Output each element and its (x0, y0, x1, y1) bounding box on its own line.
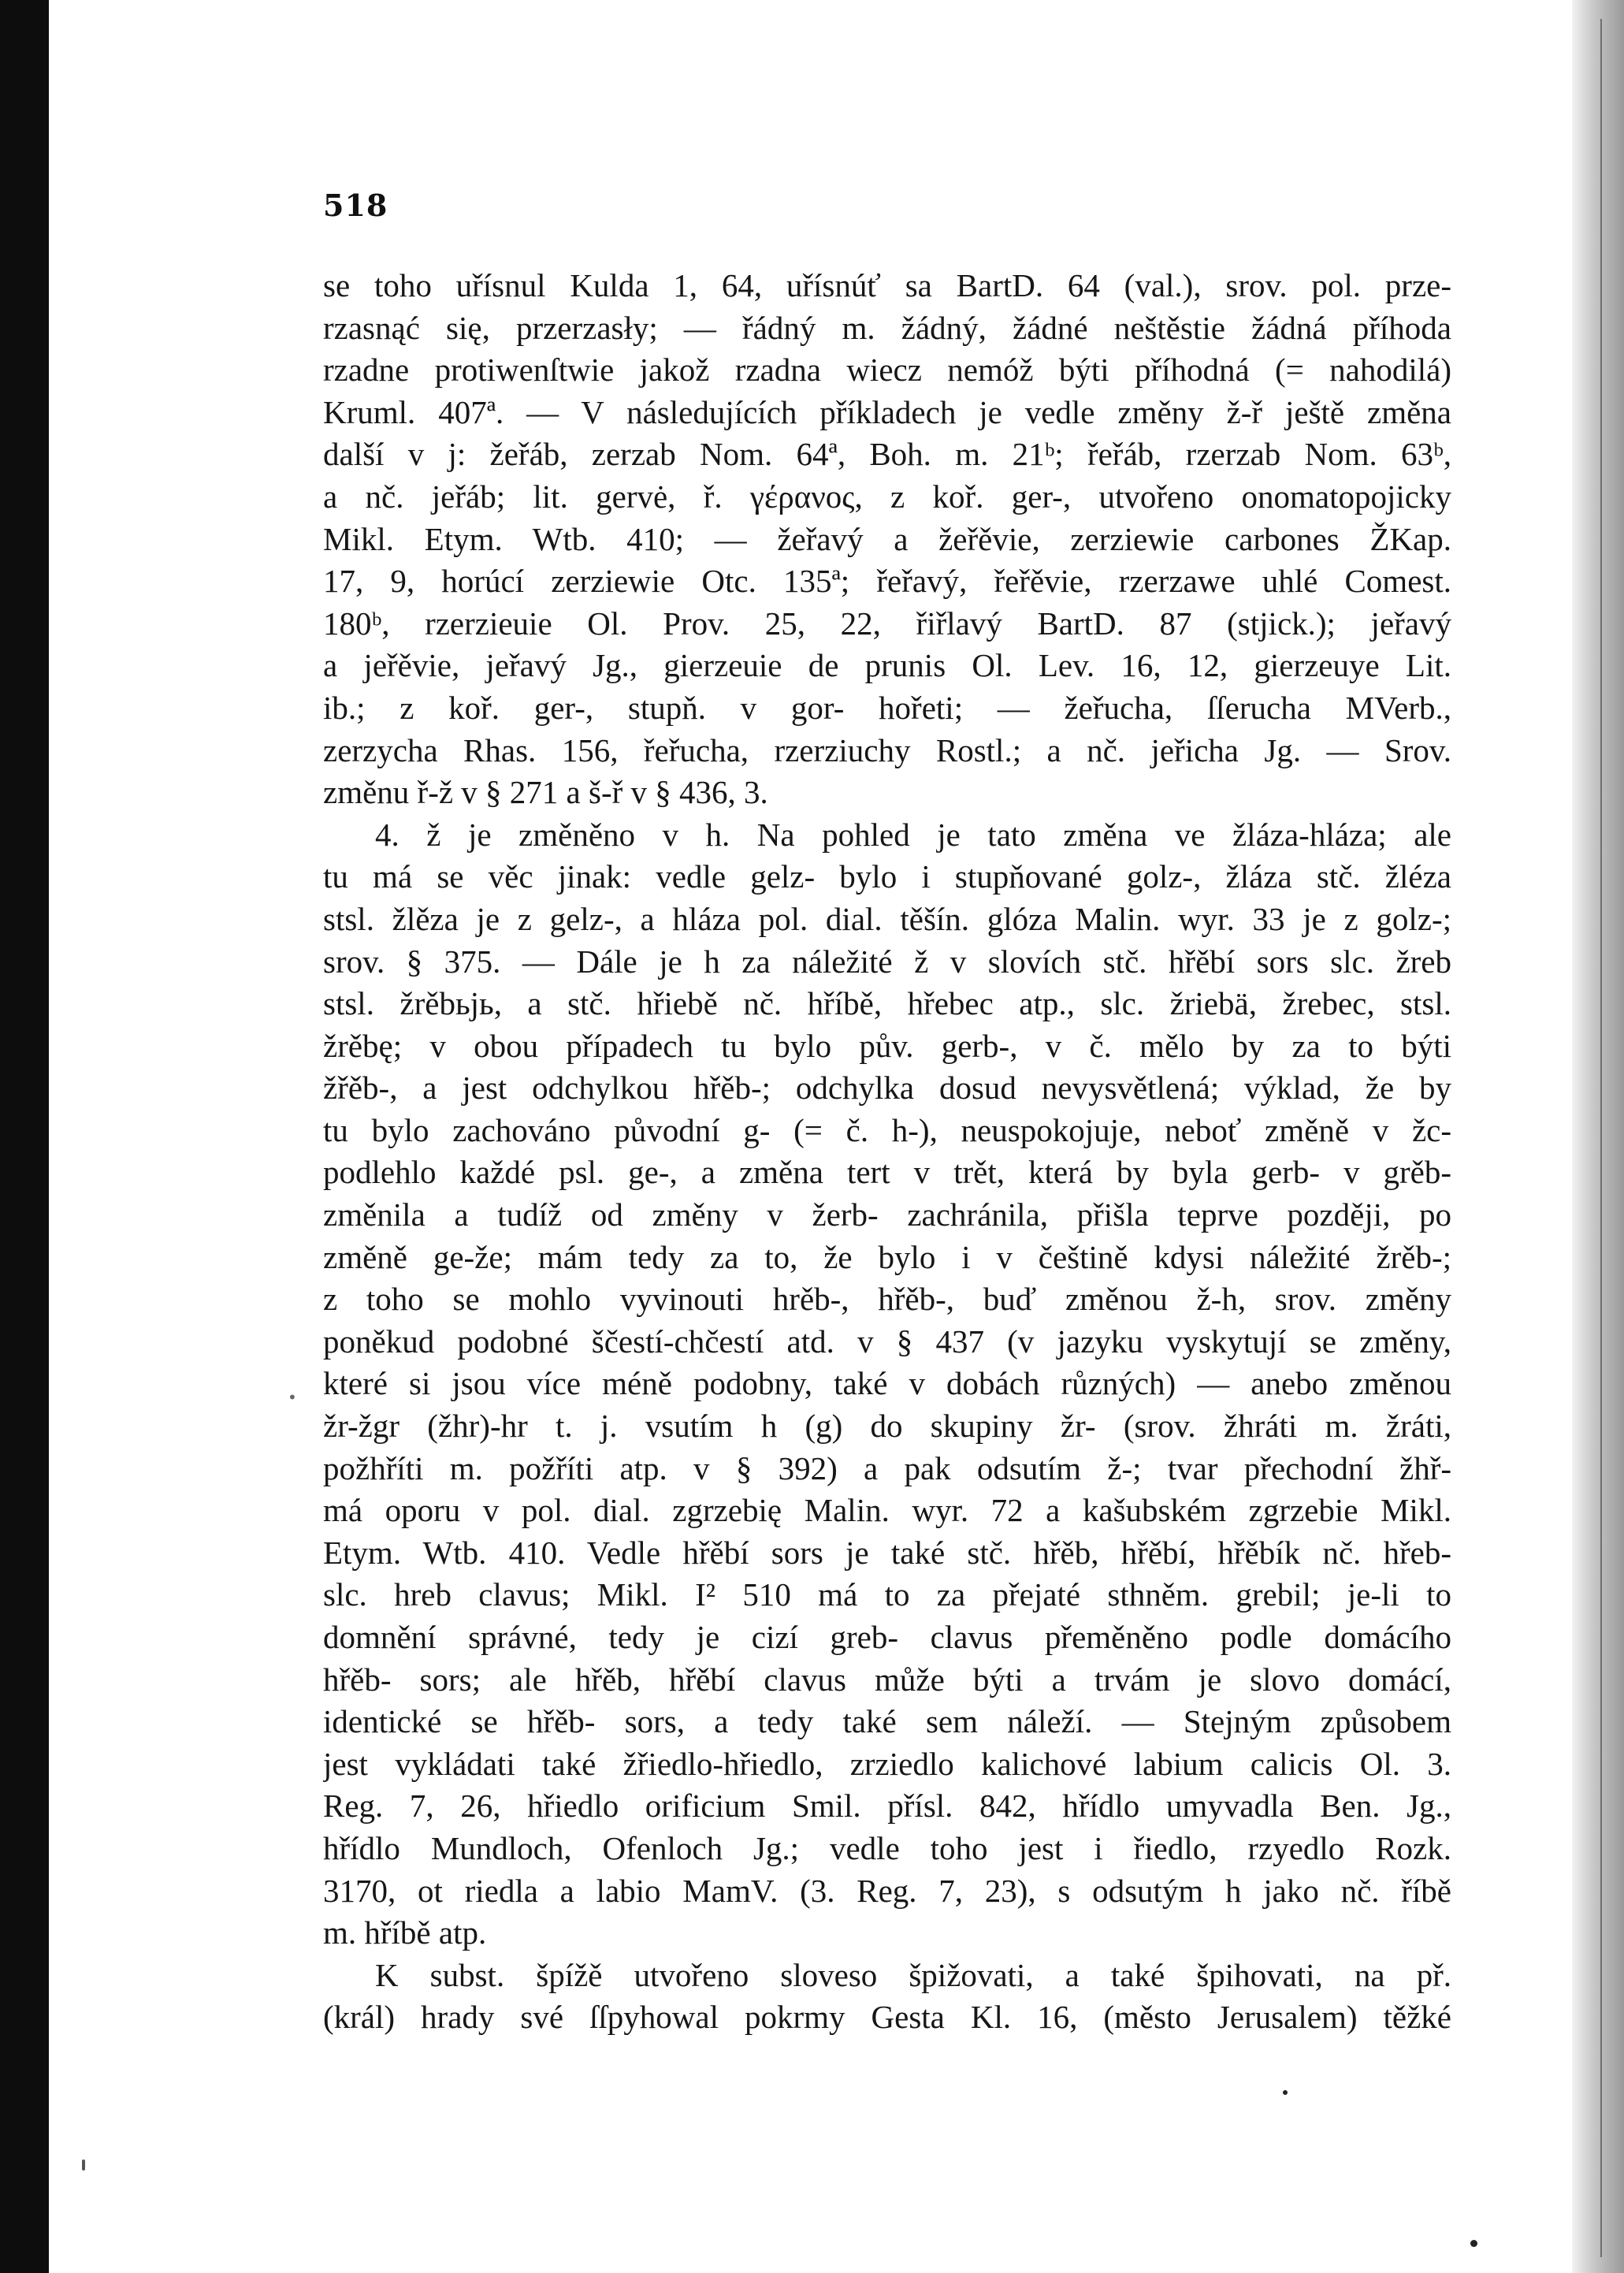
text-line: ib.; z koř. ger-, stupň. v gor- hořeti; — žeřucha, ſſerucha MVerb., (323, 689, 1451, 726)
text-line: stsl. žlěza je z gelz-, a hláza pol. dial. těšín. glóza Malin. wyr. 33 je z golz-; (323, 900, 1451, 937)
scan-right-edge (1572, 0, 1624, 2273)
text-line: K subst. špížě utvořeno sloveso špižovati, a také špihovati, na př. (375, 1956, 1451, 1993)
text-line: a jeřěvie, jeřavý Jg., gierzeuie de prunis Ol. Lev. 16, 12, gierzeuye Lit. (323, 647, 1451, 684)
text-line: se toho uřísnul Kulda 1, 64, uřísnúť sa BartD. 64 (val.), srov. pol. prze- (323, 267, 1451, 303)
text-line: další v j: žeřáb, zerzab Nom. 64ª, Boh. m. 21ᵇ; řeřáb, rzerzab Nom. 63ᵇ, (323, 436, 1451, 473)
text-line: slc. hreb clavus; Mikl. I² 510 má to za přejaté sthněm. grebil; je-li to (323, 1576, 1451, 1613)
text-line: rzadne protiwenſtwie jakož rzadna wiecz nemóž býti příhodná (= nahodilá) (323, 352, 1451, 389)
text-line: žr-žgr (žhr)-hr t. j. vsutím h (g) do skupiny žr- (srov. žhráti m. žráti, (323, 1408, 1451, 1445)
text-line: hřídlo Mundloch, Ofenloch Jg.; vedle toho jest i řiedlo, rzyedlo Rozk. (323, 1829, 1451, 1866)
text-line: žřěb-, a jest odchylkou hřěb-; odchylka dosud nevysvětlená; výklad, že by (323, 1070, 1451, 1107)
text-line: požhříti m. požříti atp. v § 392) a pak odsutím ž-; tvar přechodní žhř- (323, 1449, 1451, 1486)
text-line: domnění správné, tedy je cizí greb- clavus přeměněno podle domácího (323, 1619, 1451, 1655)
text-line: m. hříbě atp. (323, 1914, 487, 1951)
text-line: hřěb- sors; ale hřěb, hřěbí clavus může býti a trvám je slovo domácí, (323, 1661, 1451, 1698)
text-line: má oporu v pol. dial. zgrzebię Malin. wyr. 72 a kašubském zgrzebie Mikl. (323, 1492, 1451, 1529)
scan-left-edge (0, 0, 49, 2273)
text-line: 17, 9, horúcí zerziewie Otc. 135ª; řeřavý, řeřěvie, rzerzawe uhlé Comest. (323, 563, 1451, 600)
text-line: jest vykládati také žřiedlo-hřiedlo, zrziedlo kalichové labium calicis Ol. 3. (323, 1745, 1451, 1782)
text-line: změnu ř-ž v § 271 a š-ř v § 436, 3. (323, 774, 768, 811)
text-line: identické se hřěb- sors, a tedy také sem náleží. — Stejným způsobem (323, 1703, 1451, 1740)
margin-dot: • (288, 1388, 297, 1407)
text-line: 3170, ot riedla a labio MamV. (3. Reg. 7, 23), s odsutým h jako nč. říbě (323, 1872, 1451, 1909)
text-line: rzasnąć się, przerzasły; — řádný m. žádný, žádné neštěstie žádná příhoda (323, 309, 1451, 346)
text-line: z toho se mohlo vyvinouti hrěb-, hřěb-, buď změnou ž-h, srov. změny (323, 1281, 1451, 1318)
text-line: Mikl. Etym. Wtb. 410; — žeřavý a žeřěvie, zerziewie carbones ŽKap. (323, 520, 1451, 557)
text-line: Kruml. 407ª. — V následujících příkladech je vedle změny ž-ř ještě změna (323, 393, 1451, 430)
body-text (323, 265, 1451, 2039)
text-line: srov. § 375. — Dále je h za náležité ž v slovích stč. hřěbí sors slc. žreb (323, 943, 1451, 980)
text-line: 4. ž je změněno v h. Na pohled je tato změna ve žláza-hláza; ale (375, 816, 1451, 853)
scan-speck (1283, 2090, 1288, 2095)
text-line: poněkud podobné ščestí-chčestí atd. v § 437 (v jazyku vyskytují se změny, (323, 1323, 1451, 1360)
text-line: tu má se věc jinak: vedle gelz- bylo i stupňované golz-, žláza stč. žléza (323, 858, 1451, 895)
text-line: změně ge-že; mám tedy za to, že bylo i v češtině kdysi náležité žrěb-; (323, 1238, 1451, 1275)
page-number: 518 (323, 188, 388, 223)
text-line: stsl. žrěbьjь, a stč. hřiebě nč. hříbě, hřebec atp., slc. žriebä, žrebec, stsl. (323, 985, 1451, 1022)
scan-speck (1470, 2240, 1477, 2247)
text-line: změnila a tudíž od změny v žerb- zachránila, přišla teprve později, po (323, 1196, 1451, 1233)
text-line: které si jsou více méně podobny, také v dobách různých) — anebo změnou (323, 1365, 1451, 1402)
book-spine-line (1600, 19, 1602, 2257)
text-line: zerzycha Rhas. 156, řeřucha, rzerziuchy Rostl.; a nč. jeřicha Jg. — Srov. (323, 731, 1451, 768)
text-line: (král) hrady své ſſpyhowal pokrmy Gesta Kl. 16, (město Jerusalem) těžké (323, 1999, 1451, 2036)
text-line: tu bylo zachováno původní g- (= č. h-), neuspokojuje, neboť změně v žc- (323, 1111, 1451, 1148)
text-line: žrěbę; v obou případech tu bylo pův. gerb-, v č. mělo by za to býti (323, 1027, 1451, 1064)
text-line: a nč. jeřáb; lit. gervė, ř. γέρανος, z koř. ger-, utvořeno onomatopojicky (323, 478, 1451, 515)
text-line: Reg. 7, 26, hřiedlo orificium Smil. přísl. 842, hřídlo umyvadla Ben. Jg., (323, 1788, 1451, 1825)
text-line: Etym. Wtb. 410. Vedle hřěbí sors je také stč. hřěb, hřěbí, hřěbík nč. hřeb- (323, 1534, 1451, 1571)
text-line: 180ᵇ, rzerzieuie Ol. Prov. 25, 22, řiřlavý BartD. 87 (stjick.); jeřavý (323, 605, 1451, 642)
scan-speck (82, 2160, 85, 2171)
text-line: podlehlo každé psl. ge-, a změna tert v trět, která by byla gerb- v grěb- (323, 1154, 1451, 1191)
